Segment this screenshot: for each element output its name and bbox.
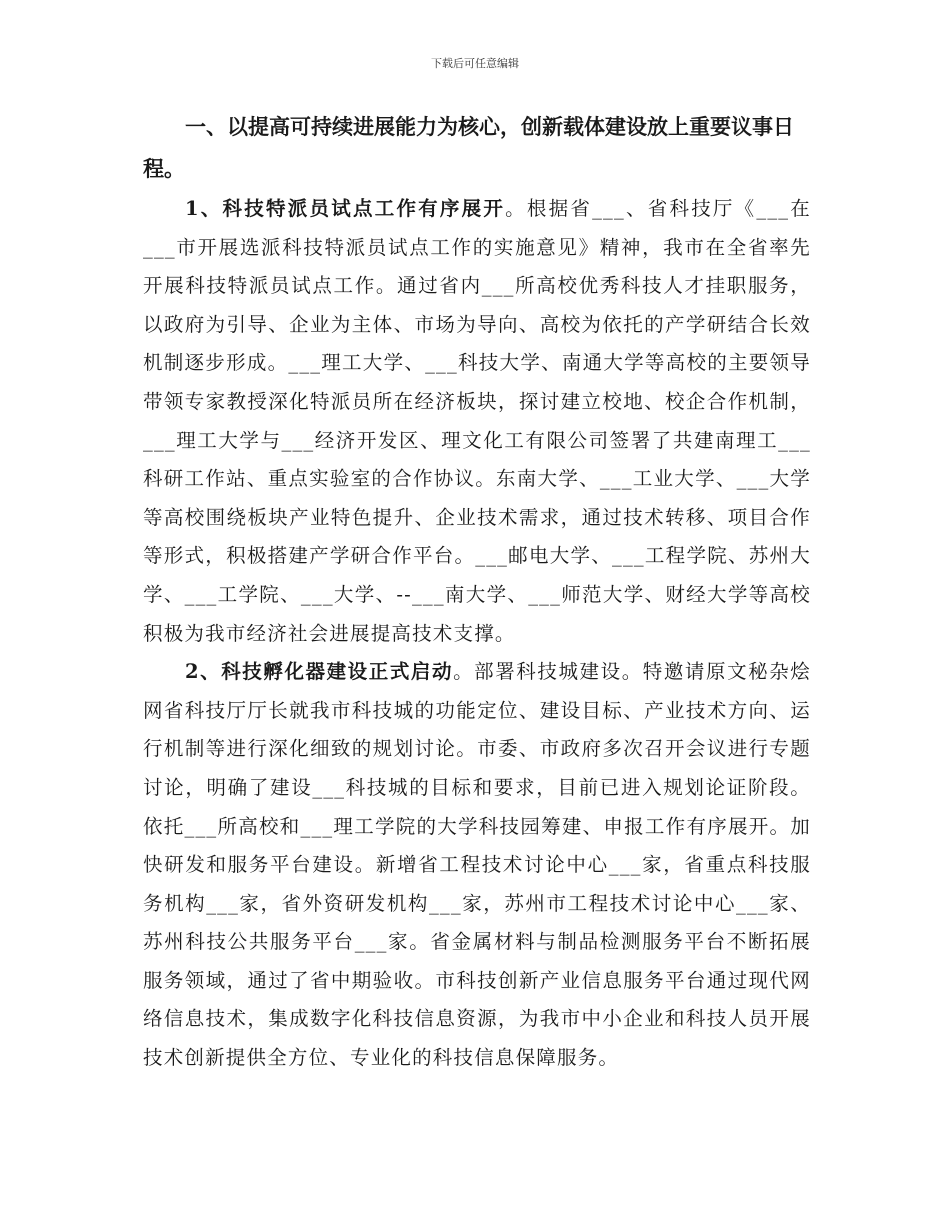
paragraph-1	[143, 190, 811, 653]
paragraph-2	[143, 653, 811, 1078]
paragraph-2-lead: 2、科技孵化器建设正式启动	[185, 660, 454, 684]
page-header-note: 下载后可任意编辑	[431, 57, 519, 70]
section-heading: 一、以提高可持续进展能力为核心，创新载体建设放上重要议事日程。	[143, 114, 794, 181]
paragraph-2-body: 。部署科技城建设。特邀请原文秘杂烩网省科技厅厅长就我市科技城的功能定位、建设目标、产业技术方向、运行机制等进行深化细致的规划讨论。市委、市政府多次召开会议进行专题讨论，明确了建设___科技城的目标和要求，目前已进入规划论证阶段。依托___所高校和___理工学院的大学科技园筹建、申报工作有序展开。加快研发和服务平台建设。新增省工程技术讨论中心___家，省重点科技服务机构___家，省外资研发机构___家，苏州市工程技术讨论中心___家、苏州科技公共服务平台___家。省金属材料与制品检测服务平台不断拓展服务领域，通过了省中期验收。市科技创新产业信息服务平台通过现代网络信息技术，集成数字化科技信息资源，为我市中小企业和科技人员开展技术创新提供全方位、专业化的科技信息保障服务。	[143, 660, 812, 1070]
paragraph-1-body: 。根据省___、省科技厅《___在___市开展选派科技特派员试点工作的实施意见》精神，我市在全省率先开展科技特派员试点工作。通过省内___所高校优秀科技人才挂职服务，以政府为引导、企业为主体、市场为导向、高校为依托的产学研结合长效机制逐步形成。___理工大学、___科技大学、南通大学等高校的主要领导带领专家教授深化特派员所在经济板块，探讨建立校地、校企合作机制，___理工大学与___经济开发区、理文化工有限公司签署了共建南理工___科研工作站、重点实验室的合作协议。东南大学、___工业大学、___大学等高校围绕板块产业特色提升、企业技术需求，通过技术转移、项目合作等形式，积极搭建产学研合作平台。___邮电大学、___工程学院、苏州大学、___工学院、___大学、--___南大学、___师范大学、财经大学等高校积极为我市经济社会进展提高技术支撑。	[143, 197, 811, 645]
document-body	[143, 106, 811, 1078]
paragraph-1-lead: 1、科技特派员试点工作有序展开	[185, 197, 506, 220]
